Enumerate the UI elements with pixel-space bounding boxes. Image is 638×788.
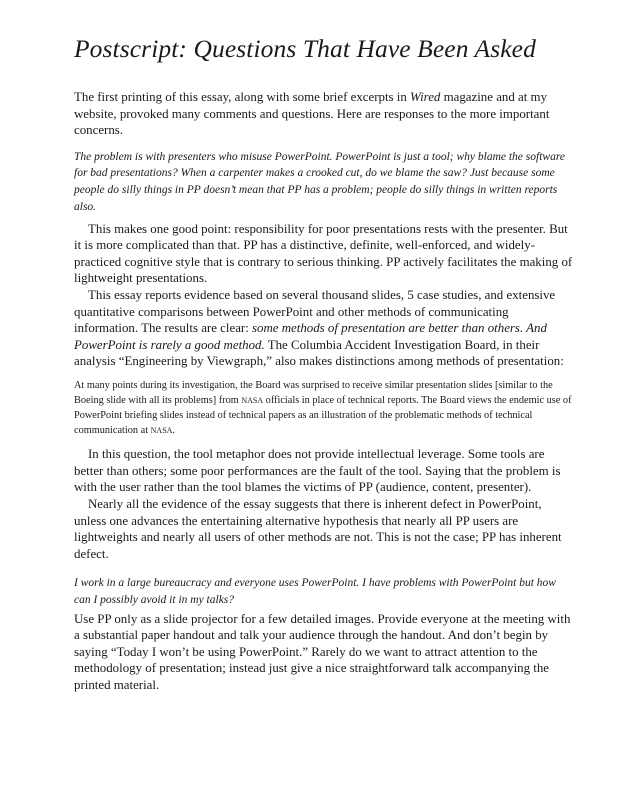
answer-1-paragraph-1: This makes one good point: responsibility for poor presentations rests with the presenter. But it is more complicated than that. PP has a distinctive, definite, well-enforced, and widely-practiced cognitive style that is contrary to serious thinking. PP actively facilitates the making of lightweight presentations. bbox=[74, 221, 573, 286]
answer-1-paragraph-3: In this question, the tool metaphor does not provide intellectual leverage. Some tools are better than others; some poor performances are the fault of the tool. Saying that the problem is with the user rather than the tool blames the victims of PP (audience, content, presenter). bbox=[74, 447, 561, 495]
question-2: I work in a large bureaucracy and everyone uses PowerPoint. I have problems with PowerPoint but how can I possibly avoid it in my talks? bbox=[74, 577, 556, 606]
intro-wired-emphasis: Wired bbox=[410, 90, 441, 104]
intro-text-before: The first printing of this essay, along with some brief excerpts in bbox=[74, 90, 411, 104]
answer-1-p2-before: This essay reports evidence based on several thousand slides, 5 case studies, and extensive quantitative comparisons between PowerPoint and other methods of communicating information. The results are clear: bbox=[74, 287, 556, 336]
page-title: Postscript: Questions That Have Been Asked bbox=[74, 34, 536, 63]
answer-1-paragraph-2 bbox=[74, 287, 574, 370]
intro-text-after: magazine and at my website, provoked many comments and questions. Here are responses to the more important concerns. bbox=[74, 90, 550, 138]
intro-paragraph bbox=[74, 89, 574, 139]
quote-part-2: officials in place of technical reports. The Board views the endemic use of PowerPoint briefing slides instead of technical papers as an illustration of the problematic methods of technical communication at bbox=[74, 395, 572, 436]
answer-1-paragraph-4: Nearly all the evidence of the essay suggests that there is inherent defect in PowerPoint, unless one advances the entertaining alternative hypothesis that nearly all PP users are lightweights and nearly all users of other methods are not. This is not the case; PP has inherent defect. bbox=[74, 496, 562, 561]
quote-part-1: At many points during its investigation, the Board was surprised to receive similar presentation slides [similar to the Boeing slide with all its problems] from bbox=[74, 379, 553, 407]
quote-part-3: . bbox=[172, 424, 175, 436]
block-quote bbox=[74, 379, 574, 438]
section-gap bbox=[74, 562, 574, 575]
answer-1-p2-after: The Columbia Accident Investigation Board, in their analysis “Engineering by Viewgraph,” also makes distinctions among methods of presentation: bbox=[74, 337, 564, 369]
answer-1-p2-emphasis: some methods of presentation are better than others. And PowerPoint is rarely a good method. bbox=[74, 321, 547, 352]
question-1: The problem is with presenters who misuse PowerPoint. PowerPoint is just a tool; why blame the software for bad presentations? When a carpenter makes a crooked cut, do we blame the saw? Just because some people do silly things in PP doesn’t mean that PP has a problem; people do silly things in written reports also. bbox=[74, 150, 565, 213]
quote-nasa-2: nasa bbox=[150, 423, 173, 436]
quote-nasa-1: nasa bbox=[241, 394, 264, 407]
answer-2-paragraph: Use PP only as a slide projector for a few detailed images. Provide everyone at the meeting with a substantial paper handout and talk your audience through the handout. And don’t begin by saying “Today I won’t be using PowerPoint.” Rarely do we want to attract attention to the methodology of presentation; instead just give a nice straightforward talk accompanying the printed material. bbox=[74, 611, 571, 693]
document-page bbox=[74, 34, 574, 694]
